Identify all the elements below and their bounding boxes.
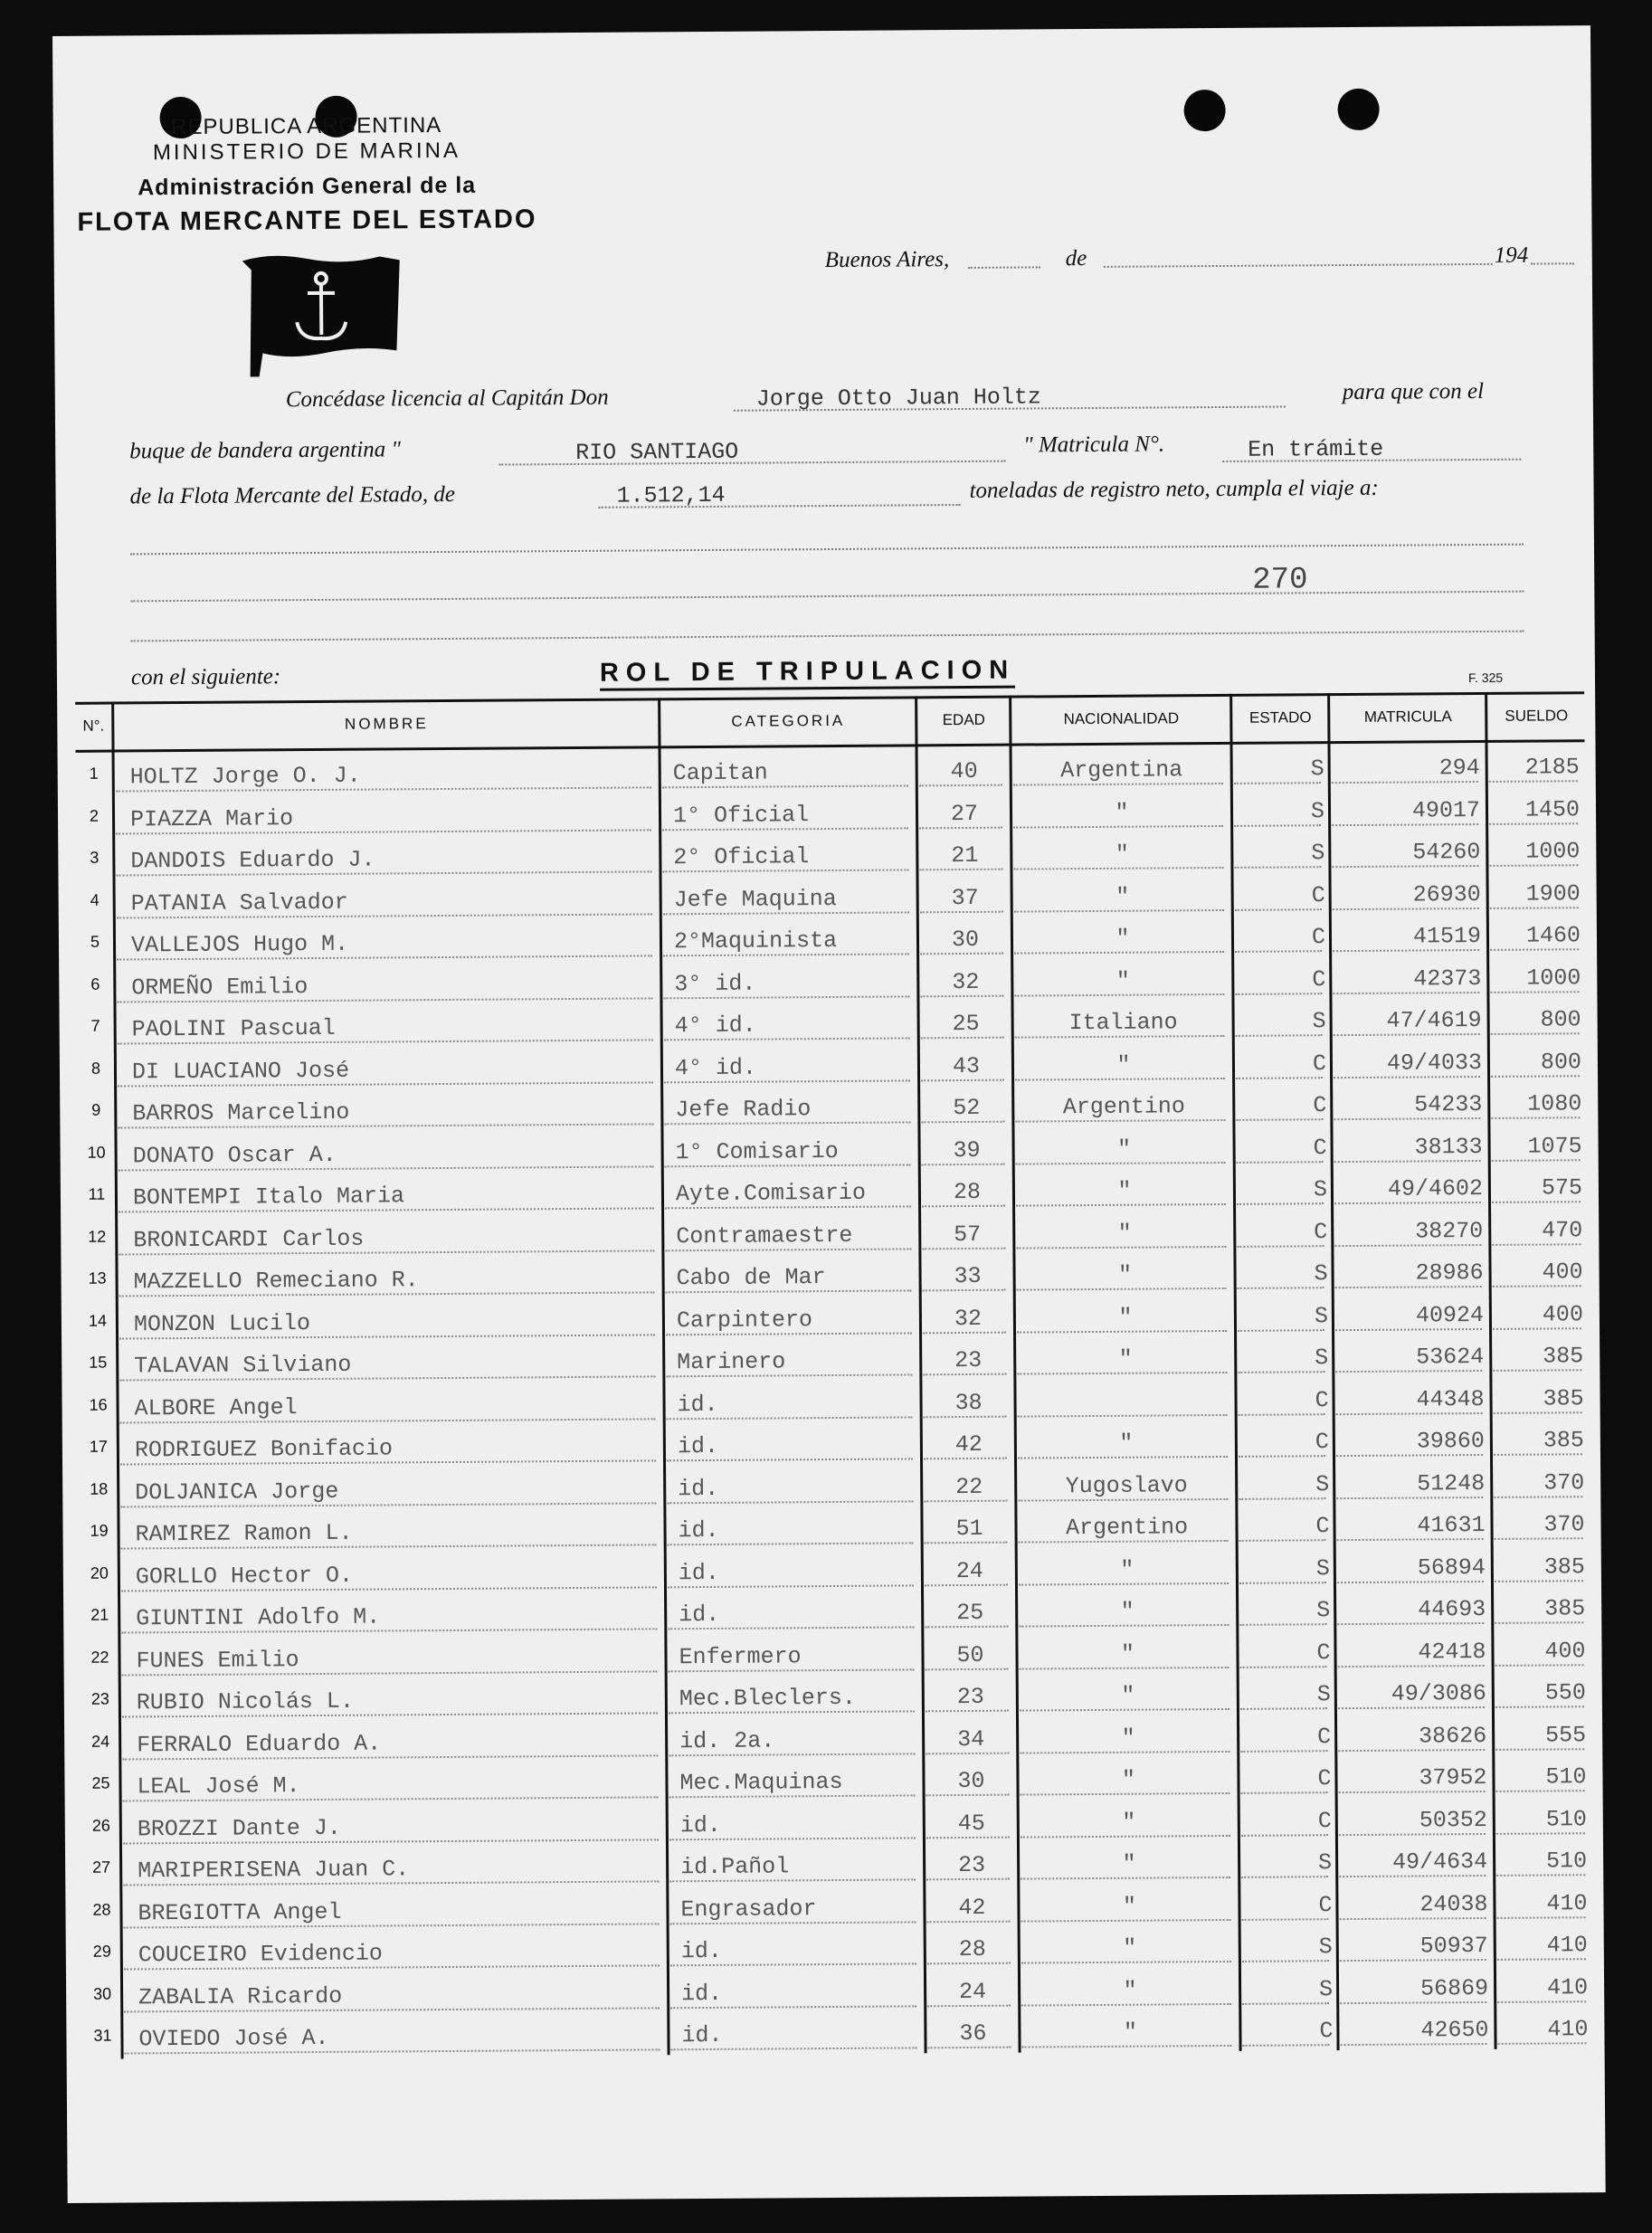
cell-categoria: 2° Oficial <box>673 843 810 871</box>
cell-estado: C <box>1315 1513 1330 1540</box>
cell-number: 9 <box>91 1100 101 1119</box>
cell-matricula: 49/4634 <box>1391 1848 1488 1876</box>
cell-nacionalidad: " <box>1123 2019 1138 2046</box>
cell-edad: 30 <box>957 1767 985 1795</box>
cell-nombre: MONZON Lucilo <box>133 1309 311 1337</box>
cell-sueldo: 470 <box>1542 1216 1583 1244</box>
cell-nacionalidad: Italiano <box>1068 1009 1178 1037</box>
cell-nombre: COUCEIRO Evidencio <box>138 1940 383 1969</box>
cell-estado: C <box>1317 1807 1332 1834</box>
cell-estado: S <box>1311 840 1325 867</box>
cell-categoria: Carpintero <box>676 1306 813 1334</box>
cell-number: 20 <box>90 1563 109 1582</box>
cell-nombre: VALLEJOS Hugo M. <box>130 930 349 959</box>
cell-sueldo: 410 <box>1547 2016 1589 2043</box>
cell-matricula: 26930 <box>1412 880 1481 908</box>
cell-sueldo: 800 <box>1540 1006 1581 1033</box>
cell-estado: S <box>1318 1975 1334 2002</box>
cell-number: 2 <box>89 806 100 825</box>
cell-matricula: 38270 <box>1415 1217 1484 1245</box>
cell-estado: C <box>1314 1218 1328 1245</box>
cell-edad: 38 <box>954 1389 983 1416</box>
cell-nacionalidad: " <box>1122 1809 1136 1836</box>
header-n: N°. <box>82 717 105 735</box>
cell-matricula: 49/4602 <box>1387 1174 1484 1202</box>
cell-edad: 57 <box>954 1221 982 1248</box>
cell-categoria: id. <box>681 2021 723 2049</box>
cell-sueldo: 400 <box>1542 1259 1583 1286</box>
cell-nombre: DANDOIS Eduardo J. <box>130 846 375 875</box>
cell-nombre: HOLTZ Jorge O. J. <box>129 762 361 791</box>
cell-matricula: 56894 <box>1417 1554 1486 1582</box>
cell-nombre: ZABALIA Ricardo <box>138 1982 343 2010</box>
cell-sueldo: 800 <box>1540 1048 1582 1076</box>
year-label: 194 <box>1494 242 1529 268</box>
cell-nombre: FUNES Emilio <box>136 1646 299 1674</box>
cell-edad: 23 <box>958 1851 986 1879</box>
cell-estado: C <box>1316 1639 1331 1666</box>
rol-title: ROL DE TRIPULACION <box>600 656 1015 691</box>
tonnage-label: toneladas de registro neto, cumpla el viaje a: <box>969 475 1379 503</box>
cell-edad: 40 <box>950 757 978 785</box>
cell-matricula: 47/4619 <box>1386 1006 1482 1034</box>
cell-edad: 24 <box>958 1978 987 2005</box>
cell-nombre: BRONICARDI Carlos <box>133 1225 365 1253</box>
cell-sueldo: 1460 <box>1525 922 1581 949</box>
cell-edad: 33 <box>954 1262 982 1290</box>
cell-nombre: MAZZELLO Remeciano R. <box>133 1267 419 1296</box>
cell-estado: S <box>1314 1302 1329 1329</box>
cell-edad: 51 <box>955 1515 983 1543</box>
cell-nombre: LEAL José M. <box>137 1772 300 1801</box>
cell-categoria: 4° id. <box>674 1012 756 1040</box>
cell-matricula: 42373 <box>1413 964 1482 993</box>
tonnage-value: 1.512,14 <box>616 481 726 509</box>
cell-sueldo: 410 <box>1546 1889 1588 1917</box>
cell-categoria: 1° Oficial <box>672 801 810 829</box>
cell-matricula: 38626 <box>1419 1722 1487 1750</box>
cell-matricula: 49/3086 <box>1391 1679 1486 1707</box>
cell-categoria: id. <box>680 1937 722 1965</box>
cell-nombre: BREGIOTTA Angel <box>138 1898 342 1926</box>
cell-number: 28 <box>92 1900 111 1919</box>
cell-nombre: PIAZZA Mario <box>129 804 294 832</box>
cell-matricula: 40924 <box>1415 1301 1485 1329</box>
anchor-flag-icon <box>235 251 408 378</box>
cell-nacionalidad: " <box>1120 1556 1135 1583</box>
cell-matricula: 37952 <box>1419 1763 1487 1791</box>
header-categoria: CATEGORIA <box>731 711 846 730</box>
cell-estado: C <box>1311 881 1325 908</box>
cell-matricula: 56869 <box>1419 1974 1489 2001</box>
cell-edad: 52 <box>953 1094 981 1122</box>
cell-nacionalidad: " <box>1121 1725 1135 1752</box>
cell-estado: C <box>1313 1092 1327 1119</box>
cell-nacionalidad: Argentino <box>1062 1093 1185 1121</box>
cell-matricula: 44348 <box>1416 1385 1485 1413</box>
cell-categoria: Mec.Maquinas <box>679 1768 843 1797</box>
cell-sueldo: 510 <box>1545 1763 1587 1791</box>
cell-matricula: 51248 <box>1417 1469 1486 1497</box>
cell-number: 29 <box>92 1942 111 1961</box>
form-number: F. 325 <box>1467 670 1504 686</box>
cell-categoria: Jefe Maquina <box>673 885 837 913</box>
cell-edad: 50 <box>956 1641 984 1668</box>
year-field <box>1531 262 1574 264</box>
cell-sueldo: 510 <box>1546 1848 1588 1875</box>
cell-nacionalidad: " <box>1122 1850 1136 1877</box>
cell-nombre: OVIEDO José A. <box>138 2024 329 2053</box>
cell-categoria: Ayte.Comisario <box>675 1179 867 1208</box>
cell-number: 3 <box>90 848 100 867</box>
cell-nacionalidad: " <box>1121 1682 1135 1709</box>
cell-edad: 30 <box>951 926 980 954</box>
cell-nombre: FERRALO Eduardo A. <box>137 1730 382 1758</box>
cell-categoria: 1° Comisario <box>675 1137 839 1165</box>
cell-nombre: RAMIREZ Ramon L. <box>135 1519 353 1548</box>
cell-estado: C <box>1315 1429 1329 1456</box>
cell-nacionalidad: Argentino <box>1065 1514 1189 1542</box>
cell-categoria: Engrasador <box>680 1895 817 1923</box>
cell-nacionalidad: " <box>1120 1598 1135 1625</box>
cell-categoria: id. <box>679 1811 721 1839</box>
cell-estado: S <box>1315 1345 1329 1372</box>
header-nombre: NOMBRE <box>344 715 429 733</box>
ministry-heading: MINISTERIO DE MARINA <box>152 138 461 166</box>
republic-heading: REPUBLICA ARGENTINA <box>171 112 442 140</box>
cell-matricula: 42650 <box>1420 2016 1489 2044</box>
cell-nombre: GORLLO Hector O. <box>135 1562 354 1590</box>
cell-nacionalidad: " <box>1117 1220 1132 1247</box>
cell-categoria: id. <box>677 1432 719 1460</box>
cell-number: 23 <box>90 1689 109 1708</box>
cell-edad: 22 <box>955 1473 983 1500</box>
cell-nombre: DI LUACIANO José <box>131 1057 350 1085</box>
de-label: de <box>1065 246 1087 271</box>
cell-sueldo: 1080 <box>1527 1090 1582 1117</box>
cell-nombre: PAOLINI Pascual <box>131 1014 336 1043</box>
cell-number: 24 <box>91 1732 110 1751</box>
cell-edad: 45 <box>957 1810 985 1837</box>
cell-edad: 34 <box>957 1725 985 1753</box>
fleet-heading: FLOTA MERCANTE DEL ESTADO <box>77 204 537 237</box>
cell-edad: 28 <box>953 1178 982 1206</box>
cell-sueldo: 1000 <box>1525 838 1581 865</box>
cell-number: 16 <box>89 1395 108 1414</box>
cell-nacionalidad: " <box>1118 1345 1133 1373</box>
cell-sueldo: 2185 <box>1524 754 1580 781</box>
vessel-label: buque de bandera argentina " <box>129 437 402 464</box>
cell-number: 6 <box>90 974 100 993</box>
cell-estado: C <box>1312 1050 1327 1077</box>
cell-sueldo: 575 <box>1541 1174 1583 1202</box>
flota-label: de la Flota Mercante del Estado, de <box>129 481 456 509</box>
cell-nombre: PATANIA Salvador <box>130 888 348 917</box>
cell-matricula: 39860 <box>1416 1427 1485 1455</box>
cell-matricula: 49/4033 <box>1386 1049 1483 1077</box>
header-estado: ESTADO <box>1248 708 1312 727</box>
cell-estado: S <box>1318 1849 1333 1877</box>
cell-matricula: 50352 <box>1419 1806 1487 1834</box>
cell-categoria: Contramaestre <box>676 1221 853 1250</box>
cell-number: 12 <box>88 1227 107 1246</box>
cell-estado: S <box>1314 1260 1328 1288</box>
cell-categoria: id. <box>679 1601 720 1629</box>
cell-matricula: 28986 <box>1415 1259 1484 1287</box>
cell-estado: S <box>1310 755 1324 783</box>
voyage-line-3 <box>131 631 1524 642</box>
header-sueldo: SUELDO <box>1505 707 1569 725</box>
cell-nacionalidad: Argentina <box>1060 756 1183 784</box>
cell-sueldo: 385 <box>1543 1553 1585 1581</box>
cell-categoria: Marinero <box>677 1348 786 1376</box>
cell-sueldo: 410 <box>1546 1973 1589 2001</box>
cell-estado: C <box>1315 1386 1329 1413</box>
header-edad: EDAD <box>942 710 985 729</box>
cell-number: 18 <box>90 1479 109 1498</box>
cell-number: 17 <box>89 1437 108 1456</box>
cell-edad: 42 <box>958 1894 986 1921</box>
cell-sueldo: 550 <box>1544 1679 1586 1706</box>
cell-edad: 43 <box>952 1052 981 1079</box>
voyage-line-1 <box>130 544 1524 556</box>
cell-matricula: 54260 <box>1412 839 1481 866</box>
cell-edad: 37 <box>951 884 979 911</box>
punch-hole <box>1337 89 1379 130</box>
cell-nombre: TALAVAN Silviano <box>134 1351 352 1380</box>
cell-edad: 32 <box>952 968 980 995</box>
cell-nombre: BARROS Marcelino <box>132 1098 350 1127</box>
cell-number: 1 <box>89 764 99 783</box>
cell-nacionalidad: " <box>1118 1304 1133 1331</box>
cell-edad: 36 <box>959 2019 987 2048</box>
cell-number: 21 <box>90 1605 109 1624</box>
cell-number: 25 <box>91 1773 110 1792</box>
cell-estado: S <box>1318 1934 1333 1961</box>
cell-nombre: ALBORE Angel <box>134 1393 298 1421</box>
cell-categoria: Enfermero <box>679 1642 802 1670</box>
cell-matricula: 294 <box>1438 755 1480 782</box>
city-label: Buenos Aires, <box>824 247 950 273</box>
cell-number: 22 <box>90 1648 109 1667</box>
cell-categoria: Jefe Radio <box>675 1096 812 1124</box>
cell-number: 15 <box>89 1353 108 1372</box>
cell-edad: 25 <box>956 1599 984 1627</box>
vessel-name: RIO SANTIAGO <box>575 438 739 466</box>
cell-nombre: GIUNTINI Adolfo M. <box>136 1603 381 1632</box>
cell-categoria: id. 2a. <box>679 1726 775 1754</box>
cell-nombre: BROZZI Dante J. <box>137 1814 341 1842</box>
cell-matricula: 38133 <box>1414 1133 1483 1161</box>
cell-categoria: 4° id. <box>674 1054 757 1081</box>
cell-sueldo: 1450 <box>1524 795 1581 823</box>
administration-heading: Administración General de la <box>138 172 477 201</box>
cell-nacionalidad: Yugoslavo <box>1065 1471 1188 1499</box>
cell-sueldo: 400 <box>1542 1300 1584 1328</box>
cell-number: 8 <box>90 1059 101 1078</box>
cell-nacionalidad: " <box>1116 967 1130 994</box>
cell-edad: 23 <box>954 1346 983 1374</box>
cell-edad: 39 <box>953 1136 981 1164</box>
table-header <box>75 691 1584 753</box>
cell-estado: S <box>1316 1681 1331 1708</box>
cell-categoria: id. <box>678 1559 719 1586</box>
crew-table <box>75 691 1589 2053</box>
cell-number: 7 <box>90 1016 100 1035</box>
cell-sueldo: 1000 <box>1526 964 1581 992</box>
cell-nacionalidad: " <box>1117 1177 1132 1204</box>
cell-nombre: RODRIGUEZ Bonifacio <box>134 1435 394 1464</box>
cell-nacionalidad: " <box>1121 1766 1136 1793</box>
cell-number: 27 <box>92 1858 111 1877</box>
cell-edad: 25 <box>952 1010 980 1038</box>
cell-nombre: MARIPERISENA Juan C. <box>138 1856 410 1885</box>
cell-nacionalidad: " <box>1122 1893 1137 1920</box>
cell-number: 13 <box>88 1269 107 1288</box>
cell-edad: 21 <box>951 841 979 869</box>
para-label: para que con el <box>1342 378 1485 405</box>
rol-prefix: con el siguiente: <box>130 664 281 690</box>
cell-sueldo: 1900 <box>1525 879 1581 907</box>
cell-edad: 24 <box>955 1557 983 1584</box>
cell-estado: S <box>1315 1554 1330 1582</box>
cell-categoria: 2°Maquinista <box>673 926 838 955</box>
cell-estado: C <box>1317 1765 1332 1792</box>
cell-matricula: 41631 <box>1417 1511 1486 1539</box>
punch-hole <box>1183 90 1225 131</box>
cell-estado: S <box>1315 1470 1330 1497</box>
cell-nacionalidad: " <box>1116 1051 1131 1078</box>
cell-nombre: DONATO Oscar A. <box>132 1141 337 1169</box>
day-field <box>968 266 1040 269</box>
cell-number: 11 <box>88 1184 106 1203</box>
cell-categoria: id. <box>678 1475 719 1502</box>
cell-number: 31 <box>93 2026 112 2045</box>
cell-categoria: id. <box>681 1980 723 2007</box>
cell-nombre: RUBIO Nicolás L. <box>136 1687 355 1716</box>
header-matricula: MATRICULA <box>1363 708 1452 726</box>
cell-categoria: Capitan <box>672 759 768 787</box>
cell-estado: C <box>1313 1134 1327 1161</box>
cell-matricula: 50937 <box>1419 1932 1488 1960</box>
cell-nombre: ORMEÑO Emilio <box>131 973 309 1001</box>
cell-edad: 23 <box>956 1683 984 1711</box>
cell-matricula: 49017 <box>1411 796 1481 824</box>
cell-matricula: 53624 <box>1416 1343 1485 1371</box>
cell-sueldo: 385 <box>1544 1595 1586 1622</box>
cell-nacionalidad: " <box>1123 1977 1137 2004</box>
cell-categoria: Mec.Bleclers. <box>679 1684 856 1713</box>
cell-number: 14 <box>88 1311 107 1330</box>
cell-number: 19 <box>90 1521 109 1540</box>
cell-edad: 27 <box>950 800 979 827</box>
cell-nacionalidad: " <box>1115 841 1129 868</box>
cell-matricula: 54233 <box>1414 1090 1483 1118</box>
cell-categoria: id. <box>678 1516 719 1544</box>
cell-nacionalidad: " <box>1115 799 1129 826</box>
cell-matricula: 24038 <box>1419 1890 1488 1917</box>
cell-sueldo: 385 <box>1543 1427 1584 1454</box>
document-sheet <box>52 25 1606 2203</box>
month-field <box>1104 263 1493 268</box>
license-intro: Concédase licencia al Capitán Don <box>285 385 609 413</box>
voyage-line-2 <box>130 591 1524 603</box>
cell-estado: S <box>1316 1597 1331 1624</box>
voyage-number: 270 <box>1252 563 1308 598</box>
cell-sueldo: 370 <box>1543 1511 1585 1538</box>
cell-estado: C <box>1311 924 1326 951</box>
cell-edad: 32 <box>954 1305 983 1332</box>
cell-nombre: DOLJANICA Jorge <box>135 1478 339 1506</box>
cell-number: 4 <box>90 890 100 909</box>
cell-categoria: Cabo de Mar <box>676 1264 826 1292</box>
captain-name: Jorge Otto Juan Holtz <box>755 384 1041 413</box>
row-dotted-line <box>1018 1413 1228 1417</box>
cell-categoria: id.Pañol <box>680 1853 790 1881</box>
cell-estado: C <box>1312 965 1326 993</box>
cell-estado: S <box>1310 797 1325 824</box>
cell-estado: C <box>1319 2018 1334 2045</box>
cell-sueldo: 555 <box>1545 1721 1587 1749</box>
cell-nacionalidad: " <box>1116 1136 1132 1163</box>
cell-nacionalidad: " <box>1116 925 1130 952</box>
cell-nacionalidad: " <box>1117 1261 1133 1288</box>
cell-edad: 28 <box>958 1935 986 1963</box>
cell-nacionalidad: " <box>1119 1430 1134 1457</box>
cell-number: 30 <box>93 1984 112 2003</box>
cell-nacionalidad: " <box>1120 1640 1135 1668</box>
cell-matricula: 41519 <box>1412 923 1482 950</box>
cell-sueldo: 1075 <box>1527 1132 1582 1160</box>
cell-sueldo: 510 <box>1545 1805 1587 1833</box>
cell-number: 5 <box>90 932 100 951</box>
cell-sueldo: 385 <box>1543 1343 1584 1370</box>
cell-sueldo: 410 <box>1546 1932 1588 1959</box>
cell-nacionalidad: " <box>1116 883 1130 910</box>
cell-nombre: BONTEMPI Italo Maria <box>132 1183 405 1212</box>
cell-estado: S <box>1313 1176 1328 1203</box>
cell-estado: C <box>1318 1891 1333 1918</box>
cell-sueldo: 385 <box>1543 1384 1584 1412</box>
cell-sueldo: 370 <box>1543 1468 1585 1497</box>
cell-edad: 42 <box>954 1430 983 1459</box>
cell-estado: C <box>1317 1723 1332 1750</box>
cell-nacionalidad: " <box>1123 1934 1137 1962</box>
cell-number: 26 <box>91 1816 110 1835</box>
header-nacionalidad: NACIONALIDAD <box>1063 709 1180 728</box>
cell-categoria: 3° id. <box>674 970 756 997</box>
cell-matricula: 44693 <box>1418 1595 1486 1623</box>
matricula-value: En trámite <box>1248 435 1384 463</box>
cell-estado: S <box>1312 1008 1326 1035</box>
matricula-label: " Matricula N°. <box>1023 432 1165 458</box>
cell-sueldo: 400 <box>1544 1637 1586 1665</box>
cell-matricula: 42418 <box>1418 1638 1486 1666</box>
cell-categoria: id. <box>677 1391 718 1418</box>
cell-number: 10 <box>87 1143 106 1162</box>
